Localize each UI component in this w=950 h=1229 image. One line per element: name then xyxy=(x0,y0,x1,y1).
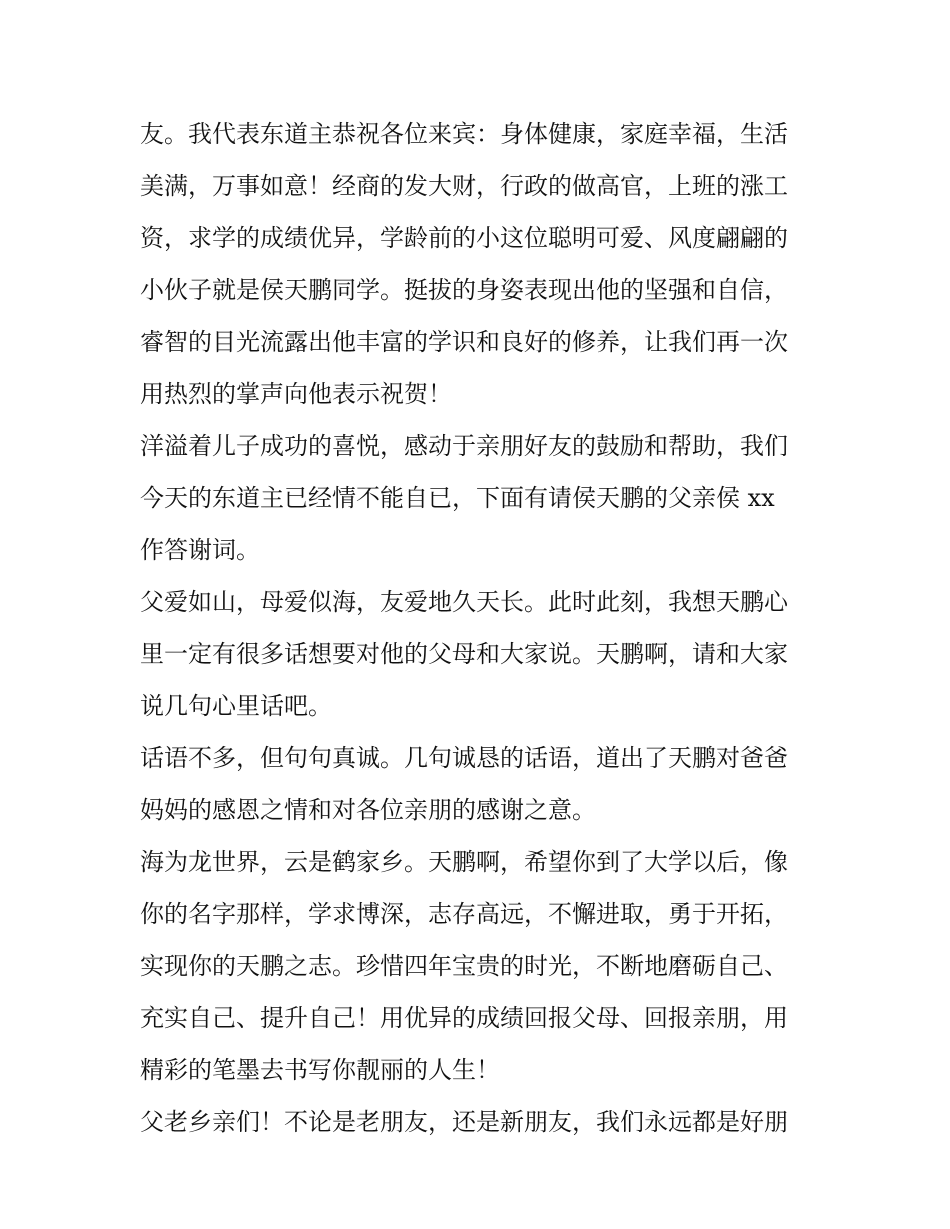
text-line: 妈妈的感恩之情和对各位亲朋的感谢之意。 xyxy=(140,796,596,824)
text-line: 父爱如山，母爱似海，友爱地久天长。此时此刻，我想天鹏心 xyxy=(140,588,788,616)
text-line: 充实自己、提升自己！用优异的成绩回报父母、回报亲朋，用 xyxy=(140,1004,788,1032)
text-line: 用热烈的掌声向他表示祝贺！ xyxy=(140,380,452,408)
text-line: 说几句心里话吧。 xyxy=(140,692,332,720)
text-line: 海为龙世界，云是鹤家乡。天鹏啊，希望你到了大学以后，像 xyxy=(140,848,788,876)
text-line: 父老乡亲们！不论是老朋友，还是新朋友，我们永远都是好朋 xyxy=(140,1108,788,1136)
text-line: 精彩的笔墨去书写你靓丽的人生！ xyxy=(140,1056,500,1084)
text-line: 里一定有很多话想要对他的父母和大家说。天鹏啊，请和大家 xyxy=(140,640,788,668)
text-line: 友。我代表东道主恭祝各位来宾：身体健康，家庭幸福，生活 xyxy=(140,120,788,148)
text-line: 话语不多，但句句真诚。几句诚恳的话语，道出了天鹏对爸爸 xyxy=(140,744,788,772)
text-line: 今天的东道主已经情不能自已，下面有请侯天鹏的父亲侯 xx xyxy=(140,484,775,512)
text-line: 洋溢着儿子成功的喜悦，感动于亲朋好友的鼓励和帮助，我们 xyxy=(140,432,788,460)
text-line: 作答谢词。 xyxy=(140,536,260,564)
text-line: 美满，万事如意！经商的发大财，行政的做高官，上班的涨工 xyxy=(140,172,788,200)
text-line: 睿智的目光流露出他丰富的学识和良好的修养，让我们再一次 xyxy=(140,328,788,356)
body-text xyxy=(140,108,820,1148)
text-line: 小伙子就是侯天鹏同学。挺拔的身姿表现出他的坚强和自信， xyxy=(140,276,788,304)
text-line: 资，求学的成绩优异，学龄前的小这位聪明可爱、风度翩翩的 xyxy=(140,224,788,252)
text-line: 你的名字那样，学求博深，志存高远，不懈进取，勇于开拓， xyxy=(140,900,788,928)
text-line: 实现你的天鹏之志。珍惜四年宝贵的时光，不断地磨砺自己、 xyxy=(140,952,788,980)
